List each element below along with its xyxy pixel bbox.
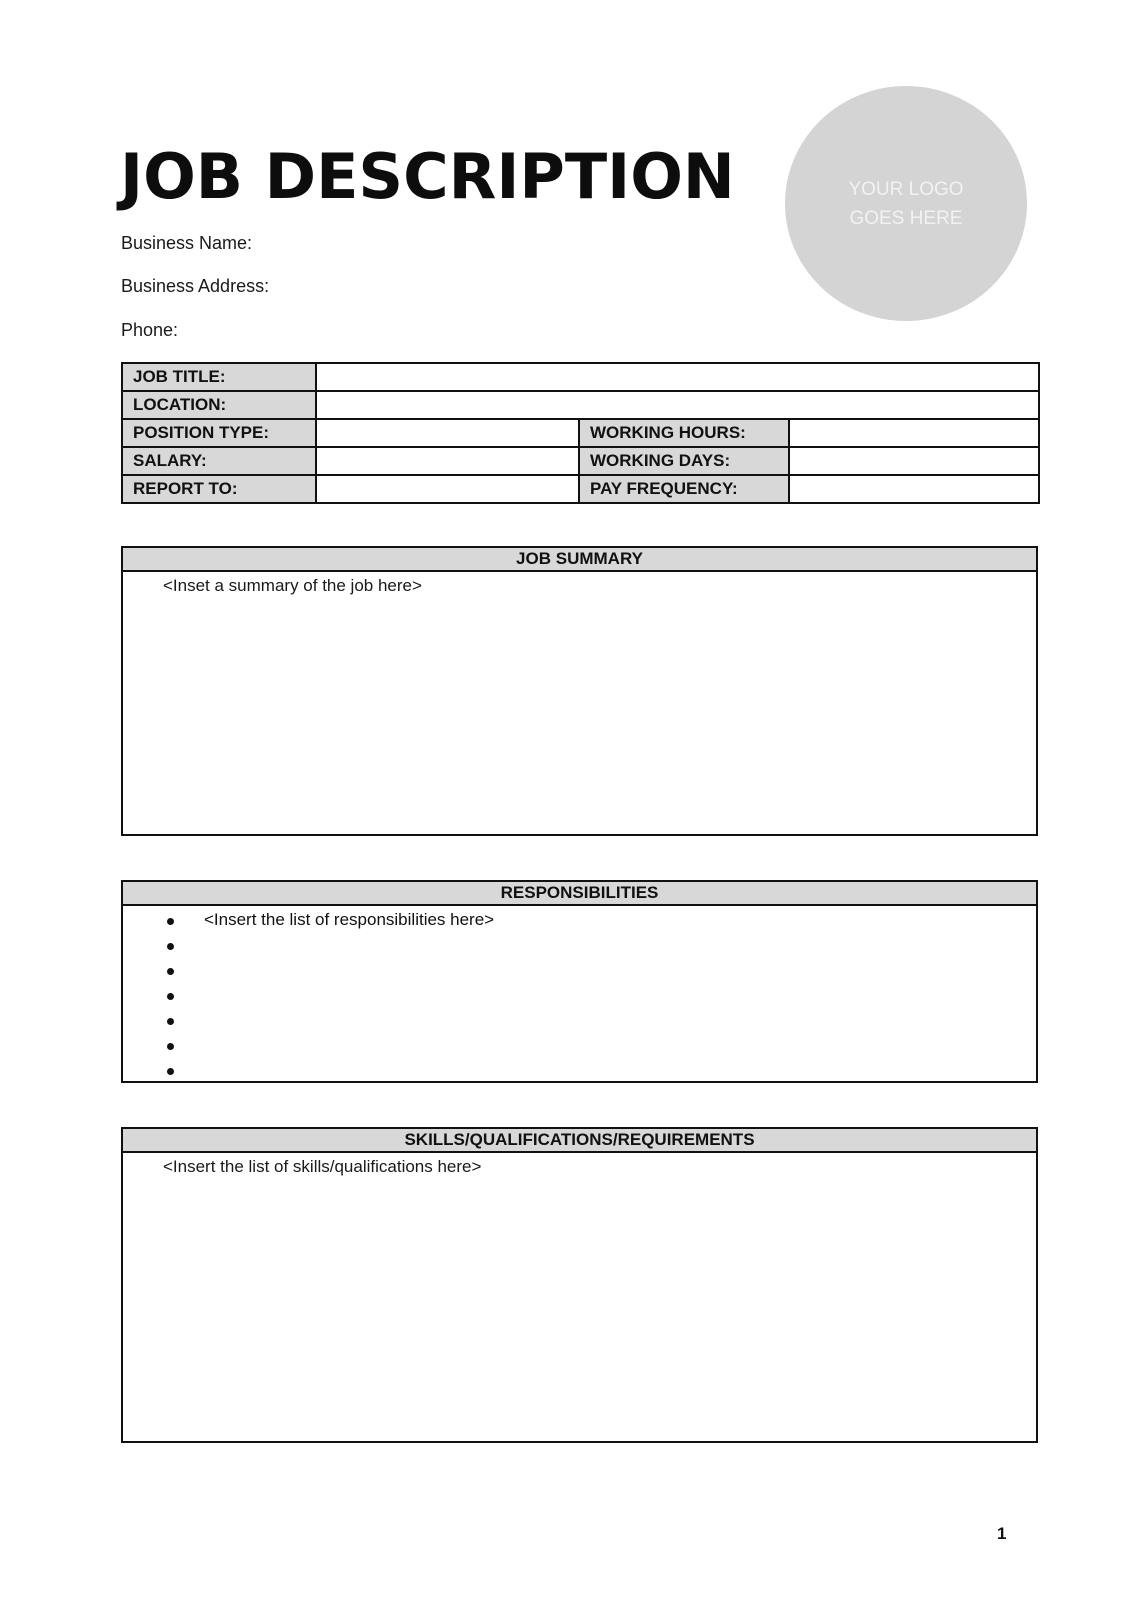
page-title: JOB DESCRIPTION [120, 140, 735, 213]
salary-field[interactable] [316, 447, 579, 475]
job-summary-section [121, 546, 1038, 836]
bullet-icon [167, 993, 174, 1000]
location-field[interactable] [316, 391, 1039, 419]
job-title-field[interactable] [316, 363, 1039, 391]
table-row [122, 419, 1039, 447]
responsibilities-heading: RESPONSIBILITIES [123, 882, 1036, 906]
business-address-label: Business Address: [121, 276, 270, 296]
report-to-field[interactable] [316, 475, 579, 503]
skills-section [121, 1127, 1038, 1443]
table-row [122, 391, 1039, 419]
phone-label: Phone: [121, 320, 179, 340]
bullet-icon [167, 1018, 174, 1025]
bullet-icon [167, 968, 174, 975]
job-summary-placeholder[interactable]: <Inset a summary of the job here> [163, 576, 422, 595]
bullet-icon [167, 943, 174, 950]
logo-text-line2: GOES HERE [849, 207, 963, 229]
working-days-field[interactable] [789, 447, 1039, 475]
working-hours-field[interactable] [789, 419, 1039, 447]
page-number: 1 [997, 1524, 1007, 1543]
working-days-label: WORKING DAYS: [579, 447, 789, 475]
location-label: LOCATION: [122, 391, 316, 419]
bullet-icon [167, 918, 174, 925]
job-details-table [121, 362, 1040, 504]
job-summary-heading: JOB SUMMARY [123, 548, 1036, 572]
table-row [122, 363, 1039, 391]
table-row [122, 447, 1039, 475]
position-type-field[interactable] [316, 419, 579, 447]
logo-placeholder [785, 86, 1027, 321]
working-hours-label: WORKING HOURS: [579, 419, 789, 447]
bullet-icon [167, 1068, 174, 1075]
skills-placeholder[interactable]: <Insert the list of skills/qualifications here> [163, 1157, 482, 1176]
position-type-label: POSITION TYPE: [122, 419, 316, 447]
business-name-label: Business Name: [121, 233, 253, 253]
responsibilities-section: RESPONSIBILITIES <Insert the list of responsibilities here> [121, 880, 1038, 1083]
table-row [122, 475, 1039, 503]
bullet-icon [167, 1043, 174, 1050]
pay-frequency-field[interactable] [789, 475, 1039, 503]
skills-heading: SKILLS/QUALIFICATIONS/REQUIREMENTS [123, 1129, 1036, 1153]
job-title-label: JOB TITLE: [122, 363, 316, 391]
pay-frequency-label: PAY FREQUENCY: [579, 475, 789, 503]
salary-label: SALARY: [122, 447, 316, 475]
report-to-label: REPORT TO: [122, 475, 316, 503]
logo-text-line1: YOUR LOGO [848, 178, 964, 200]
